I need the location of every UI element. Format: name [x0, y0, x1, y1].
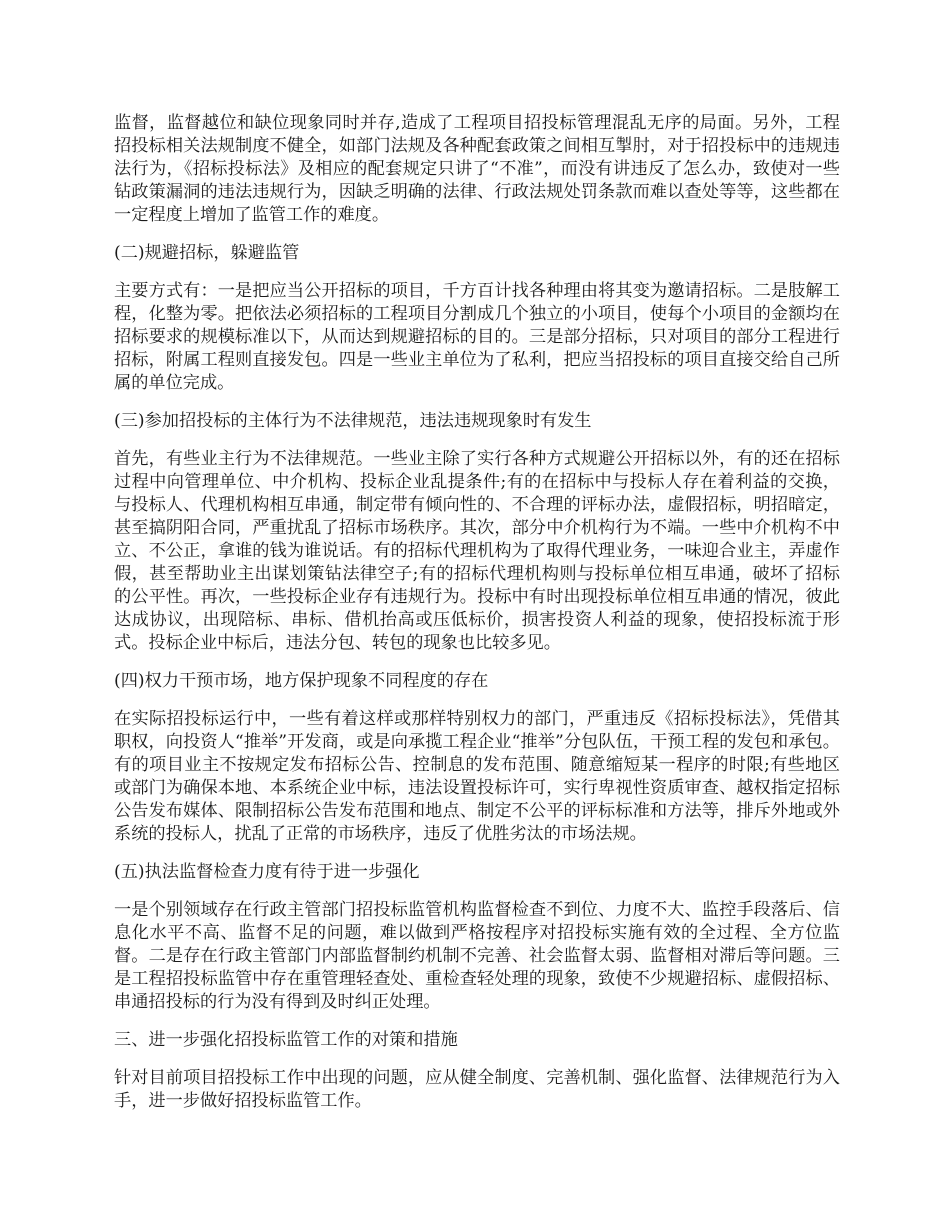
- heading-part-3: 三、进一步强化招投标监管工作的对策和措施: [114, 1030, 458, 1050]
- heading-section-2: (二)规避招标，躲避监管: [114, 243, 300, 263]
- paragraph-countermeasures: 针对目前项目招投标工作中出现的问题，应从健全制度、完善机制、强化监督、法律规范行为入手，进一步做好招投标监管工作。: [114, 1068, 840, 1111]
- heading-section-3: (三)参加招投标的主体行为不法律规范，违法违规现象时有发生: [114, 411, 592, 431]
- paragraph-supervision-gaps: 监督，监督越位和缺位现象同时并存,造成了工程项目招投标管理混乱无序的局面。另外，工程招投标相关法规制度不健全，如部门法规及各种配套政策之间相互掣肘，对于招投标中的违规违法行为，《招标投标法》及相应的配套规定只讲了“不准”，而没有讲违反了怎么办，致使对一些钻政策漏洞的违法违规行为，因缺乏明确的法律、行政法规处罚条款而难以查处等等，这些都在一定程度上增加了监管工作的难度。: [114, 113, 840, 225]
- document-body: [114, 112, 840, 1128]
- paragraph-evasion-methods: 主要方式有：一是把应当公开招标的项目，千方百计找各种理由将其变为邀请招标。二是肢解工程，化整为零。把依法必须招标的工程项目分割成几个独立的小项目，使每个小项目的金额均在招标要求的规模标准以下，从而达到规避招标的目的。三是部分招标，只对项目的部分工程进行招标，附属工程则直接发包。四是一些业主单位为了私利，把应当招投标的项目直接交给自己所属的单位完成。: [114, 281, 840, 393]
- heading-section-4: (四)权力干预市场，地方保护现象不同程度的存在: [114, 671, 489, 691]
- heading-section-5: (五)执法监督检查力度有待于进一步强化: [114, 862, 420, 882]
- paragraph-power-interference: 在实际招投标运行中，一些有着这样或那样特别权力的部门，严重违反《招标投标法》，凭借其职权，向投资人“推举”开发商，或是向承揽工程企业“推举”分包队伍，干预工程的发包和承包。有的项目业主不按规定发布招标公告、控制息的发布范围、随意缩短某一程序的时限;有些地区或部门为确保本地、本系统企业中标，违法设置投标许可，实行卑视性资质审查、越权指定招标公告发布媒体、限制招标公告发布范围和地点、制定不公平的评标标准和方法等，排斥外地或外系统的投标人，扰乱了正常的市场秩序，违反了优胜劣汰的市场法规。: [114, 709, 840, 844]
- paragraph-participant-violations: 首先，有些业主行为不法律规范。一些业主除了实行各种方式规避公开招标以外，有的还在招标过程中向管理单位、中介机构、投标企业乱提条件;有的在招标中与投标人存在着利益的交换，与投标人、代理机构相互串通，制定带有倾向性的、不合理的评标办法，虚假招标，明招暗定，甚至搞阴阳合同，严重扰乱了招标市场秩序。其次，部分中介机构行为不端。一些中介机构不中立、不公正，拿谁的钱为谁说话。有的招标代理机构为了取得代理业务，一味迎合业主，弄虚作假，甚至帮助业主出谋划策钻法律空子;有的招标代理机构则与投标单位相互串通，破坏了招标的公平性。再次，一些投标企业存有违规行为。投标中有时出现投标单位相互串通的情况，彼此达成协议，出现陪标、串标、借机抬高或压低标价，损害投资人利益的现象，使招投标流于形式。投标企业中标后，违法分包、转包的现象也比较多见。: [114, 449, 840, 653]
- paragraph-enforcement-weakness: 一是个别领域存在行政主管部门招投标监管机构监督检查不到位、力度不大、监控手段落后、信息化水平不高、监督不足的问题，难以做到严格按程序对招投标实施有效的全过程、全方位监督。二是存在行政主管部门内部监督制约机制不完善、社会监督太弱、监督相对滞后等问题。三是工程招投标监管中存在重管理轻查处、重检查轻处理的现象，致使不少规避招标、虚假招标、串通招投标的行为没有得到及时纠正处理。: [114, 900, 840, 1012]
